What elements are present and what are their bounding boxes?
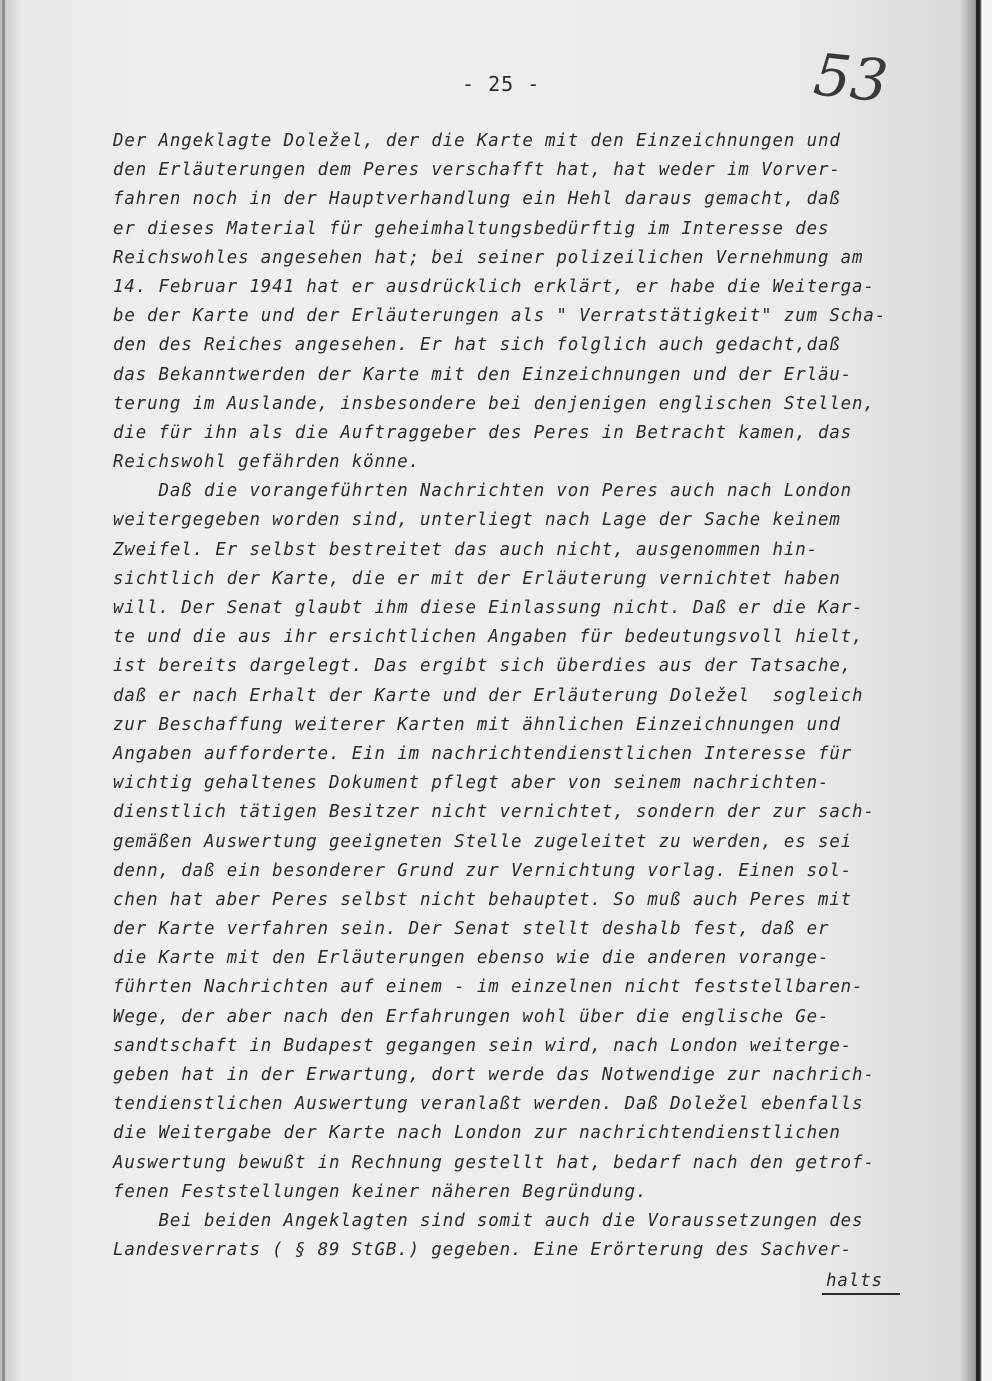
text-line: Angaben aufforderte. Ein im nachrichtendienstlichen Interesse für [113, 743, 853, 764]
catchword: halts [826, 1271, 883, 1291]
text-line: will. Der Senat glaubt ihm diese Einlassung nicht. Daß er die Kar- [113, 598, 864, 618]
text-line: führten Nachrichten auf einem - im einzelnen nicht feststellbaren- [113, 977, 864, 998]
text-line: ist bereits dargelegt. Das ergibt sich überdies aus der Tatsache, [113, 656, 853, 677]
text-line: Bei beiden Angeklagten sind somit auch die Voraussetzungen des [113, 1210, 864, 1231]
text-line: den des Reiches angesehen. Er hat sich folglich auch gedacht,daß [113, 335, 841, 356]
folio-number: 53 [810, 40, 892, 116]
text-line: wichtig gehaltenes Dokument pflegt aber von seinem nachrichten- [113, 773, 830, 794]
text-line: die Weitergabe der Karte nach London zur nachrichtendienstlichen [113, 1123, 841, 1144]
text-line: dienstlich tätigen Besitzer nicht vernichtet, sondern der zur sach- [113, 802, 875, 823]
text-line: te und die aus ihr ersichtlichen Angaben für bedeutungsvoll hielt, [113, 627, 864, 648]
text-line: sandtschaft in Budapest gegangen sein wird, nach London weiterge- [113, 1035, 853, 1056]
catchword-underline [822, 1293, 900, 1295]
binding-shadow [2, 0, 5, 1381]
text-line: Wege, der aber nach den Erfahrungen wohl über die englische Ge- [113, 1006, 830, 1027]
text-line: die für ihn als die Auftraggeber des Peres in Betracht kamen, das [113, 422, 853, 443]
text-line: Auswertung bewußt in Rechnung gestellt hat, bedarf nach den getrof- [113, 1152, 875, 1173]
text-line: daß er nach Erhalt der Karte und der Erläuterung Doležel sogleich [113, 685, 864, 706]
text-line: fenen Feststellungen keiner näheren Begründung. [113, 1181, 648, 1202]
text-line: Reichswohles angesehen hat; bei seiner polizeilichen Vernehmung am [113, 247, 864, 268]
text-line: weitergegeben worden sind, unterliegt nach Lage der Sache keinem [113, 510, 841, 531]
text-line: Zweifel. Er selbst bestreitet das auch nicht, ausgenommen hin- [113, 539, 818, 560]
text-line: der Karte verfahren sein. Der Senat stellt deshalb fest, daß er [113, 919, 830, 940]
text-line: Der Angeklagte Doležel, der die Karte mit den Einzeichnungen und [113, 131, 841, 151]
text-line: die Karte mit den Erläuterungen ebenso wie die anderen vorange- [113, 948, 830, 969]
text-line: be der Karte und der Erläuterungen als " Verratstätigkeit" zum Scha- [113, 306, 887, 327]
page-edge [976, 0, 980, 1381]
text-line: das Bekanntwerden der Karte mit den Einzeichnungen und der Erläu- [113, 364, 853, 385]
text-line: sichtlich der Karte, die er mit der Erläuterung vernichtet haben [113, 568, 841, 589]
text-line: Landesverrats ( § 89 StGB.) gegeben. Eine Erörterung des Sachver- [113, 1240, 853, 1261]
text-line: fahren noch in der Hauptverhandlung ein Hehl daraus gemacht, daß [113, 189, 841, 210]
text-line: er dieses Material für geheimhaltungsbedürftig im Interesse des [113, 218, 830, 239]
body-text [113, 127, 933, 1265]
text-line: terung im Auslande, insbesondere bei denjenigen englischen Stellen, [113, 393, 875, 414]
text-line: denn, daß ein besonderer Grund zur Vernichtung vorlag. Einen sol- [113, 860, 853, 881]
text-line: Reichswohl gefährden könne. [113, 452, 420, 473]
text-line: chen hat aber Peres selbst nicht behauptet. So muß auch Peres mit [113, 889, 853, 910]
text-line: geben hat in der Erwartung, dort werde das Notwendige zur nachrich- [113, 1065, 875, 1085]
text-line: Daß die vorangeführten Nachrichten von Peres auch nach London [113, 481, 853, 502]
text-line: gemäßen Auswertung geeigneten Stelle zugeleitet zu werden, es sei [113, 831, 853, 852]
text-line: den Erläuterungen dem Peres verschafft hat, hat weder im Vorver- [113, 160, 841, 181]
text-line: tendienstlichen Auswertung veranlaßt werden. Daß Doležel ebenfalls [113, 1094, 864, 1115]
text-line: zur Beschaffung weiterer Karten mit ähnlichen Einzeichnungen und [113, 714, 841, 735]
page-number: - 25 - [462, 72, 541, 96]
text-line: 14. Februar 1941 hat er ausdrücklich erklärt, er habe die Weiterga- [113, 276, 875, 297]
